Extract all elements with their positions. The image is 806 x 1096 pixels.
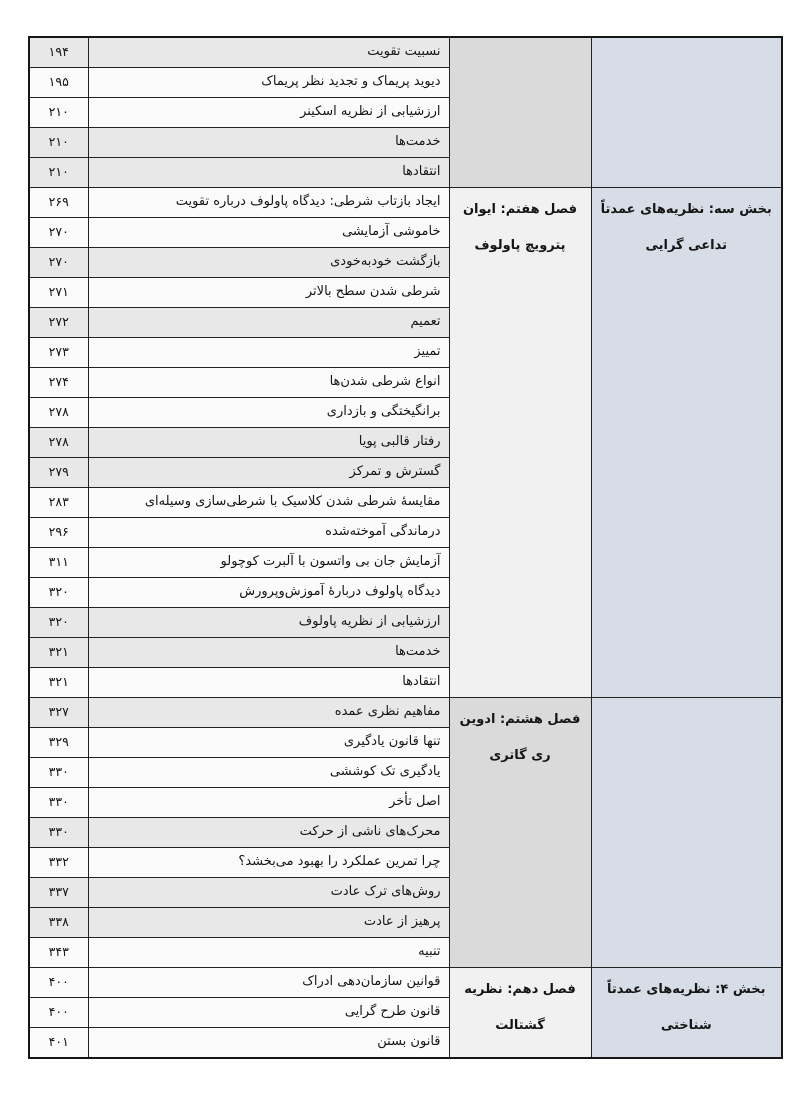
topic-cell: انتقادها (88, 158, 449, 188)
chapter-cell (449, 188, 591, 698)
topic-cell: ایجاد بازتاب شرطی: دیدگاه پاولوف درباره تقویت (88, 188, 449, 218)
topic-cell: خاموشی آزمایشی (88, 218, 449, 248)
topic-cell: خدمت‌ها (88, 638, 449, 668)
page-number-cell: ۳۲۱ (29, 638, 88, 668)
toc-table-body (29, 37, 782, 1058)
page-number-cell: ۱۹۵ (29, 68, 88, 98)
page-number-cell: ۱۹۴ (29, 37, 88, 68)
topic-cell: تعمیم (88, 308, 449, 338)
page-number-cell: ۲۷۲ (29, 308, 88, 338)
topic-cell: تمییز (88, 338, 449, 368)
section-cell (591, 188, 782, 698)
chapter-label: فصل هشتم: ادوین ری گاتری (459, 712, 581, 763)
section-cell (591, 698, 782, 968)
page-number-cell: ۳۲۷ (29, 698, 88, 728)
page-number-cell: ۲۷۳ (29, 338, 88, 368)
topic-cell: شرطی شدن سطح بالاتر (88, 278, 449, 308)
topic-cell: قوانین سازمان‌دهی ادراک (88, 968, 449, 998)
topic-cell: مقایسۀ شرطی شدن کلاسیک با شرطی‌سازی وسیله‌ای (88, 488, 449, 518)
page-number-cell: ۲۶۹ (29, 188, 88, 218)
topic-cell: قانون طرح گرایی (88, 998, 449, 1028)
page-number-cell: ۲۷۴ (29, 368, 88, 398)
page-number-cell: ۳۳۷ (29, 878, 88, 908)
topic-cell: رفتار قالبی پویا (88, 428, 449, 458)
page-number-cell: ۲۱۰ (29, 98, 88, 128)
page-number-cell: ۲۷۸ (29, 428, 88, 458)
page-number-cell: ۳۲۱ (29, 668, 88, 698)
topic-cell: مفاهیم نظری عمده (88, 698, 449, 728)
chapter-cell (449, 698, 591, 968)
section-label: بخش سه: نظریه‌های عمدتاً تداعی گرایی (600, 202, 772, 253)
page-number-cell: ۲۷۱ (29, 278, 88, 308)
chapter-label: فصل دهم: نظریه گشتالت (464, 982, 576, 1033)
page-number-cell: ۴۰۱ (29, 1028, 88, 1059)
page-number-cell: ۲۷۸ (29, 398, 88, 428)
page-number-cell: ۴۰۰ (29, 998, 88, 1028)
page-number-cell: ۳۱۱ (29, 548, 88, 578)
topic-cell: قانون بستن (88, 1028, 449, 1059)
page-number-cell: ۳۳۰ (29, 818, 88, 848)
section-cell (591, 968, 782, 1059)
page-number-cell: ۳۳۲ (29, 848, 88, 878)
topic-cell: ارزشیابی از نظریه اسکینر (88, 98, 449, 128)
topic-cell: خدمت‌ها (88, 128, 449, 158)
page-number-cell: ۲۱۰ (29, 158, 88, 188)
page-number-cell: ۳۲۹ (29, 728, 88, 758)
page-number-cell: ۳۳۸ (29, 908, 88, 938)
page-number-cell: ۳۳۰ (29, 788, 88, 818)
page-number-cell: ۲۹۶ (29, 518, 88, 548)
topic-cell: چرا تمرین عملکرد را بهبود می‌بخشد؟ (88, 848, 449, 878)
topic-cell: پرهیز از عادت (88, 908, 449, 938)
chapter-cell (449, 968, 591, 1059)
topic-cell: تنها قانون یادگیری (88, 728, 449, 758)
page-number-cell: ۳۴۳ (29, 938, 88, 968)
topic-cell: بازگشت خودبه‌خودی (88, 248, 449, 278)
page-number-cell: ۲۱۰ (29, 128, 88, 158)
toc-row (29, 188, 782, 218)
topic-cell: یادگیری تک کوششی (88, 758, 449, 788)
topic-cell: انتقادها (88, 668, 449, 698)
topic-cell: نسبیت تقویت (88, 37, 449, 68)
toc-row (29, 698, 782, 728)
page-number-cell: ۲۷۹ (29, 458, 88, 488)
page-number-cell: ۲۷۰ (29, 248, 88, 278)
page-number-cell: ۲۸۳ (29, 488, 88, 518)
topic-cell: اصل تأخر (88, 788, 449, 818)
toc-row (29, 968, 782, 998)
page-number-cell: ۲۷۰ (29, 218, 88, 248)
page-number-cell: ۳۲۰ (29, 578, 88, 608)
topic-cell: دیدگاه پاولوف دربارۀ آموزش‌وپرورش (88, 578, 449, 608)
topic-cell: محرک‌های ناشی از حرکت (88, 818, 449, 848)
toc-table (28, 36, 783, 1059)
topic-cell: تنبیه (88, 938, 449, 968)
topic-cell: روش‌های ترک عادت (88, 878, 449, 908)
topic-cell: برانگیختگی و بازداری (88, 398, 449, 428)
section-cell (591, 37, 782, 188)
topic-cell: درماندگی آموخته‌شده (88, 518, 449, 548)
page-number-cell: ۳۳۰ (29, 758, 88, 788)
page-number-cell: ۴۰۰ (29, 968, 88, 998)
topic-cell: آزمایش جان بی واتسون با آلبرت کوچولو (88, 548, 449, 578)
topic-cell: ارزشیابی از نظریه پاولوف (88, 608, 449, 638)
chapter-cell (449, 37, 591, 188)
topic-cell: دیوید پریماک و تجدید نظر پریماک (88, 68, 449, 98)
section-label: بخش ۴: نظریه‌های عمدتاً شناختی (607, 982, 766, 1033)
topic-cell: انواع شرطی شدن‌ها (88, 368, 449, 398)
chapter-label: فصل هفتم: ایوان پترویچ پاولوف (462, 202, 578, 253)
topic-cell: گسترش و تمرکز (88, 458, 449, 488)
page-number-cell: ۳۲۰ (29, 608, 88, 638)
toc-row (29, 37, 782, 68)
